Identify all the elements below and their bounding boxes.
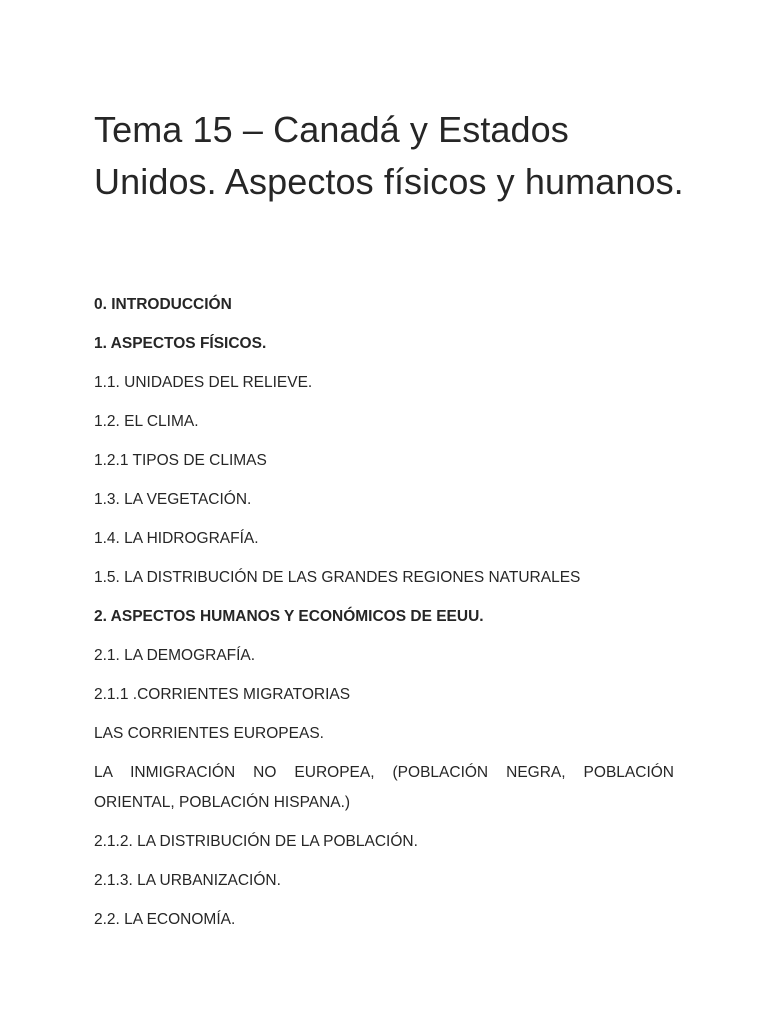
toc-item: 2.1.2. LA DISTRIBUCIÓN DE LA POBLACIÓN.	[94, 833, 418, 850]
table-of-contents	[94, 290, 674, 944]
toc-item: 1.3. LA VEGETACIÓN.	[94, 491, 252, 508]
toc-item: 2.1.3. LA URBANIZACIÓN.	[94, 872, 281, 889]
toc-item: 2. ASPECTOS HUMANOS Y ECONÓMICOS DE EEUU.	[94, 608, 484, 625]
toc-item: 1.1. UNIDADES DEL RELIEVE.	[94, 374, 313, 391]
toc-item: 0. INTRODUCCIÓN	[94, 296, 232, 313]
toc-item: 2.1. LA DEMOGRAFÍA.	[94, 647, 256, 664]
toc-item: 2.2. LA ECONOMÍA.	[94, 911, 236, 928]
toc-item: LA INMIGRACIÓN NO EUROPEA, (POBLACIÓN NEGRA, POBLACIÓN ORIENTAL, POBLACIÓN HISPANA.)	[94, 764, 674, 811]
toc-item: 2.1.1 .CORRIENTES MIGRATORIAS	[94, 686, 351, 703]
toc-item: 1. ASPECTOS FÍSICOS.	[94, 335, 267, 352]
toc-item: LAS CORRIENTES EUROPEAS.	[94, 725, 324, 742]
toc-item: 1.5. LA DISTRIBUCIÓN DE LAS GRANDES REGIONES NATURALES	[94, 569, 581, 586]
document-title: Tema 15 – Canadá y Estados Unidos. Aspectos físicos y humanos.	[94, 109, 684, 202]
toc-item: 1.2. EL CLIMA.	[94, 413, 199, 430]
toc-item: 1.4. LA HIDROGRAFÍA.	[94, 530, 259, 547]
toc-item: 1.2.1 TIPOS DE CLIMAS	[94, 452, 267, 469]
